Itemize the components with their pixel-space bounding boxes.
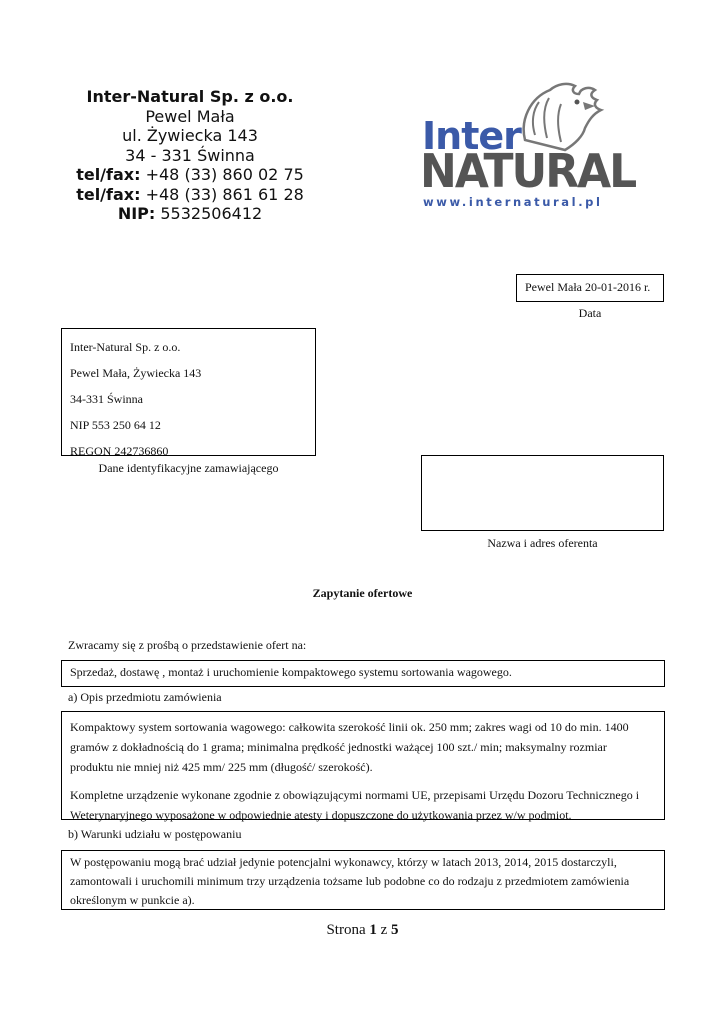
logo-word-inter: Inter [422,114,521,158]
client-caption: Dane identyfikacyjne zamawiającego [98,461,279,475]
client-box [61,328,316,456]
section-b-box [61,850,665,910]
subject-box [61,660,665,687]
client-line: NIP 553 250 64 12 [70,418,161,432]
page-footer [0,922,725,939]
offeror-caption: Nazwa i adres oferenta [487,536,598,550]
company-tel2: tel/fax: +48 (33) 861 61 28 [76,184,304,204]
section-a-heading: a) Opis przedmiotu zamówienia [68,690,222,704]
company-name: Inter-Natural Sp. z o.o. [86,87,294,106]
section-b-line: W postępowaniu mogą brać udział jedynie potencjalni wykonawcy, którzy w latach 2013, 2014, 2015 dostarczyli, [70,855,617,869]
client-line: 34-331 Świnna [70,392,143,406]
client-line: REGON 242736860 [70,444,169,458]
footer-mid: z [380,922,388,938]
section-a-line: produktu nie mniej niż 425 mm/ 225 mm (długość/ szerokość). [70,760,373,774]
intro-text: Zwracamy się z prośbą o przedstawienie ofert na: [68,638,307,652]
section-a-box [61,711,665,820]
company-street: ul. Żywiecka 143 [122,126,258,145]
footer-prefix: Strona [326,922,366,938]
date-box [516,274,664,302]
footer-total: 5 [391,922,399,938]
section-a-line: gramów z dokładnością do 1 grama; minimalna prędkość jednostki ważącej 100 szt./ min; maksymalny rozmiar [70,740,607,754]
logo-word-natural: NATURAL [420,145,636,199]
section-a-line: Kompaktowy system sortowania wagowego: całkowita szerokość linii ok. 250 mm; zakres wagi od 10 do min. 1400 [70,720,629,734]
footer-page: 1 [369,922,377,938]
company-header [40,87,340,224]
section-b-line: określonym w punkcie a). [70,893,195,907]
subject-text: Sprzedaż, dostawę , montaż i uruchomienie kompaktowego systemu sortowania wagowego. [70,665,512,679]
logo-url: www.internatural.pl [423,195,603,209]
document-title: Zapytanie ofertowe [312,586,413,600]
company-nip: NIP: 5532506412 [117,204,263,223]
section-a-line: Weterynaryjnego wyposażone w odpowiednie atesty i dopuszczone do użytkowania przez w/w podmiot. [70,808,572,822]
company-postal: 34 - 331 Świnna [125,145,255,165]
client-line: Inter-Natural Sp. z o.o. [70,340,181,354]
section-a-line: Kompletne urządzenie wykonane zgodnie z obowiązującymi normami UE, przepisami Urzędu Dozoru Technicznego i [70,788,640,802]
client-line: Pewel Mała, Żywiecka 143 [70,366,202,380]
offeror-box [421,455,664,531]
company-logo [420,80,636,215]
date-caption: Data [578,306,602,320]
date-value: Pewel Mała 20-01-2016 r. [525,280,651,294]
section-b-heading: b) Warunki udziału w postępowaniu [68,827,242,841]
company-town: Pewel Mała [145,106,235,126]
section-b-line: zamontowali i uruchomili minimum trzy urządzenia tożsame lub podobne co do rodzaju z przedmiotem zamówienia [70,874,630,888]
company-tel1: tel/fax: +48 (33) 860 02 75 [76,165,304,184]
